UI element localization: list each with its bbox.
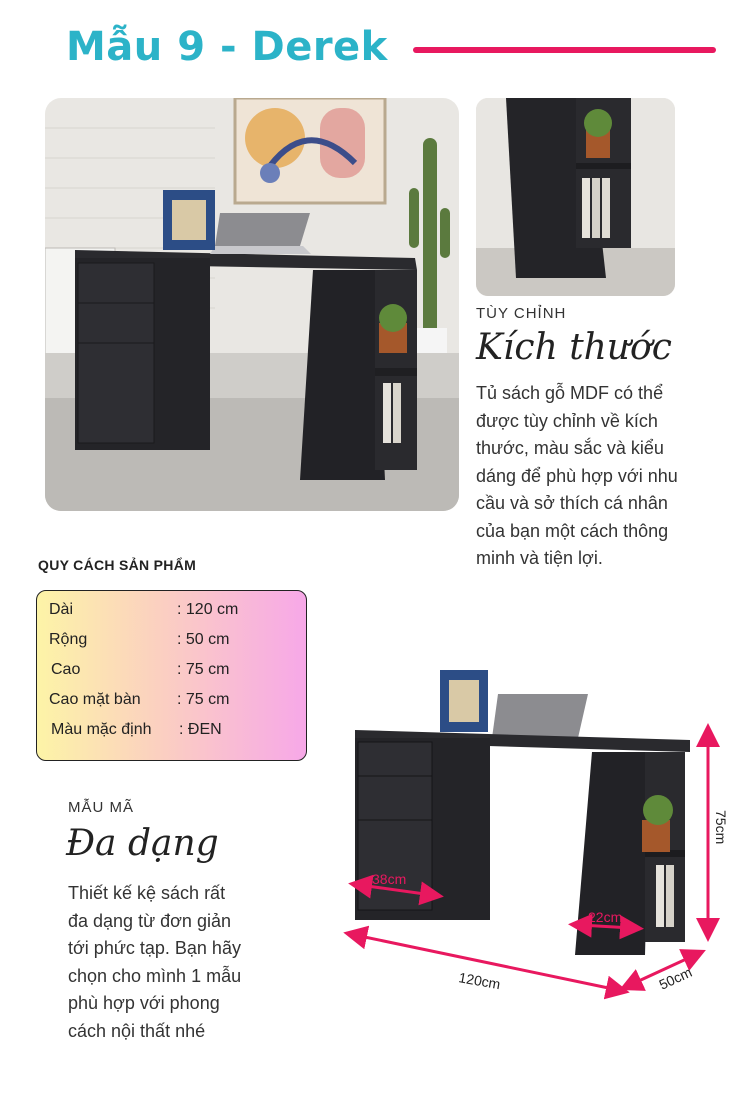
dim-drawer-label: 38cm bbox=[372, 871, 407, 887]
spec-row: Cao : 75 cm bbox=[51, 661, 230, 678]
feature-heading-size: Kích thước bbox=[476, 327, 672, 368]
product-photo-detail bbox=[476, 98, 675, 296]
feature-kicker-style: MẪU MÃ bbox=[68, 799, 134, 816]
spec-title: QUY CÁCH SẢN PHẨM bbox=[38, 557, 197, 573]
feature-heading-style: Đa dạng bbox=[66, 823, 219, 864]
dim-panel-label: 22cm bbox=[588, 909, 623, 925]
spec-row: Cao mặt bàn : 75 cm bbox=[49, 691, 230, 708]
feature-body-style: Thiết kế kệ sách rất đa dạng từ đơn giản tới phức tạp. Bạn hãy chọn cho mình 1 mẫu phù hợp với phong cách nội thất nhé bbox=[68, 883, 242, 1041]
title-divider bbox=[413, 47, 716, 53]
feature-kicker-size: TÙY CHỈNH bbox=[476, 305, 567, 322]
feature-body-size: Tủ sách gỗ MDF có thể được tùy chỉnh về kích thước, màu sắc và kiểu dáng để phù hợp với nhu cầu và sở thích cá nhân của bạn một cách thông minh và tiện lợi. bbox=[476, 383, 678, 568]
dim-length-label: 120cm bbox=[457, 969, 502, 993]
product-photo-main bbox=[45, 98, 459, 511]
spec-table bbox=[36, 590, 307, 761]
dim-depth-label: 50cm bbox=[656, 963, 695, 993]
spec-row: Rộng : 50 cm bbox=[49, 631, 230, 648]
dim-height-label: 75cm bbox=[713, 810, 729, 845]
spec-row: Màu mặc định : ĐEN bbox=[51, 721, 222, 738]
dimension-diagram bbox=[340, 660, 740, 1000]
spec-row: Dài : 120 cm bbox=[49, 601, 239, 618]
page-title: Mẫu 9 - Derek bbox=[66, 24, 388, 70]
